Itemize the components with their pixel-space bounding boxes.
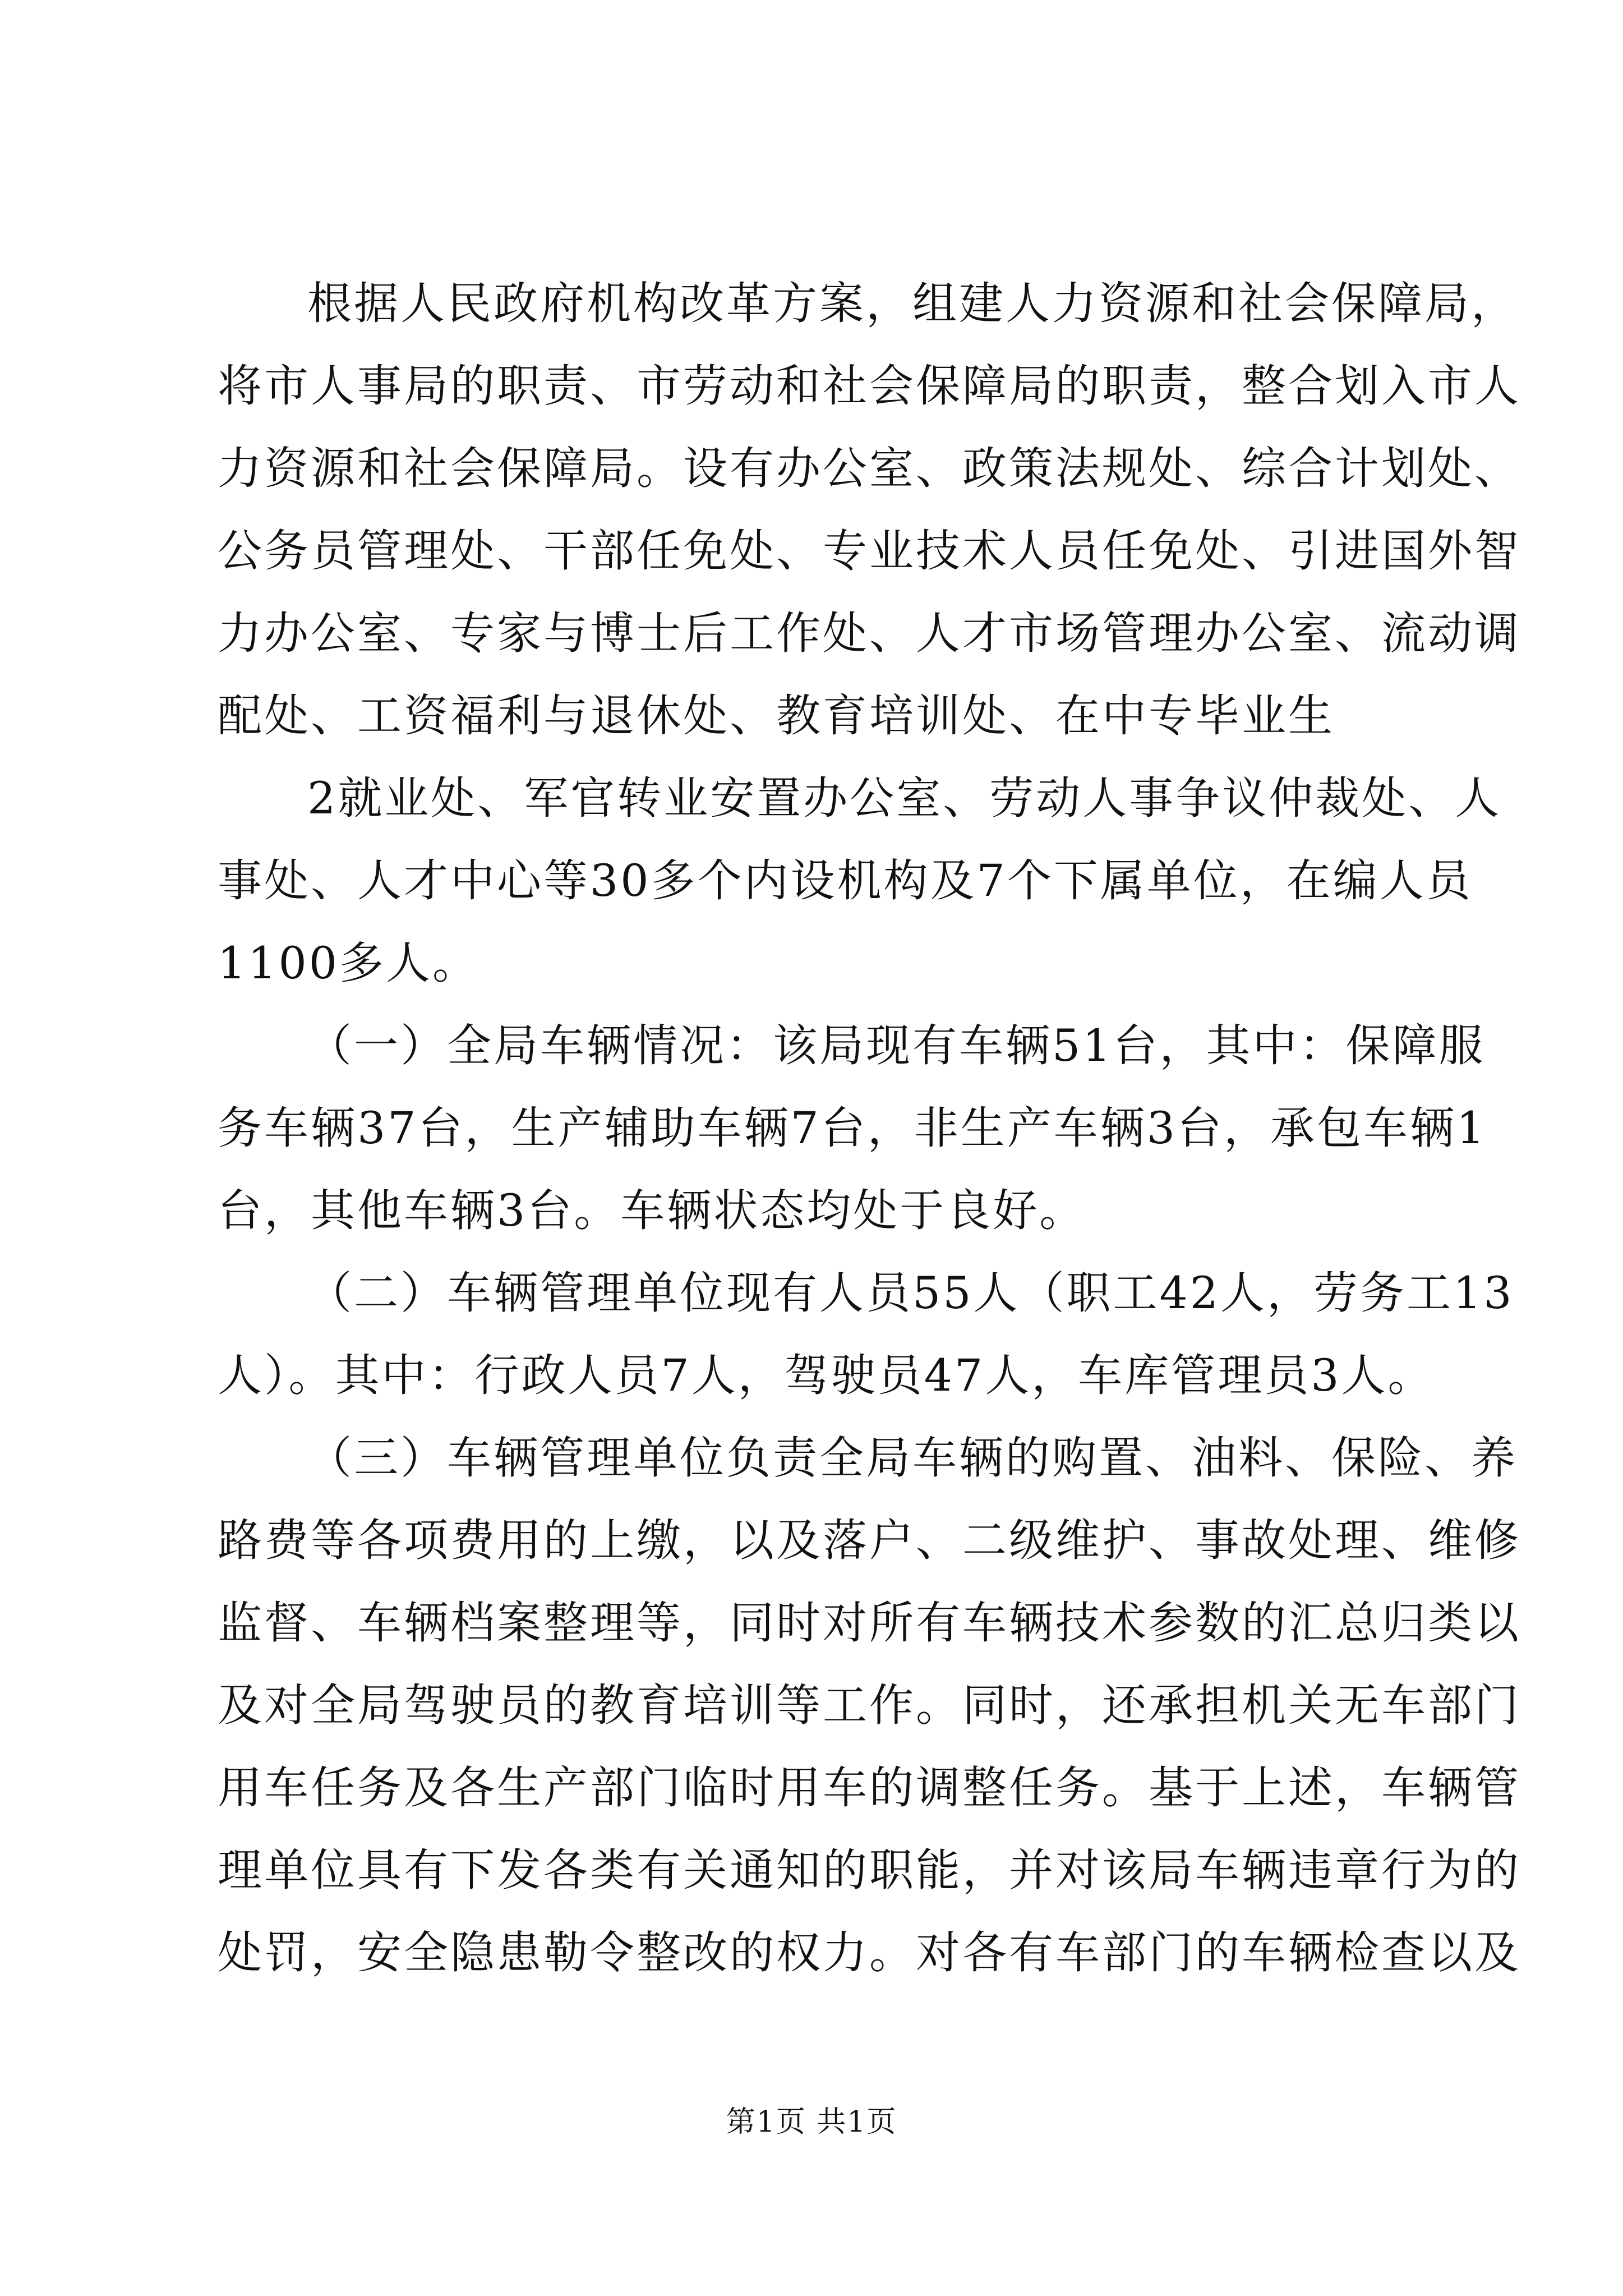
text-line: 用车任务及各生产部门临时用车的调整任务。基于上述，车辆管 [218, 1762, 1521, 1814]
text-line: 配处、工资福利与退休处、教育培训处、在中专毕业生 [218, 690, 1335, 742]
paragraph-vehicles [218, 1005, 1487, 1252]
paragraph-staff [218, 1252, 1514, 1417]
text-line: 人）。其中：行政人员7人，驾驶员47人，车库管理员3人。 [218, 1350, 1435, 1401]
text-line: （三）车辆管理单位负责全局车辆的购置、油料、保险、养 [307, 1432, 1518, 1484]
text-line: 务车辆37台，生产辅助车辆7台，非生产车辆3台，承包车辆1 [218, 1102, 1487, 1154]
text-line: 将市人事局的职责、市劳动和社会保障局的职责，整合划入市人 [218, 360, 1521, 412]
paragraph-reform [218, 263, 1521, 757]
paragraph-departments [218, 757, 1502, 1005]
text-line: 及对全局驾驶员的教育培训等工作。同时，还承担机关无车部门 [218, 1680, 1521, 1731]
text-line: 路费等各项费用的上缴，以及落户、二级维护、事故处理、维修 [218, 1515, 1521, 1566]
text-line: 处罚，安全隐患勒令整改的权力。对各有车部门的车辆检查以及 [218, 1927, 1521, 1978]
page-number: 第1页 共1页 [726, 2105, 897, 2139]
text-line: 事处、人才中心等30多个内设机构及7个下属单位，在编人员 [218, 855, 1473, 907]
text-line: （一）全局车辆情况：该局现有车辆51台，其中：保障服 [307, 1020, 1486, 1071]
body-text [218, 263, 1521, 1994]
paragraph-responsibilities [218, 1417, 1521, 1994]
text-line: 根据人民政府机构改革方案，组建人力资源和社会保障局， [307, 278, 1518, 329]
text-line: 台，其他车辆3台。车辆状态均处于良好。 [218, 1185, 1086, 1236]
page-footer [0, 2102, 1623, 2142]
text-line: 力办公室、专家与博士后工作处、人才市场管理办公室、流动调 [218, 608, 1521, 659]
text-line: 2就业处、军官转业安置办公室、劳动人事争议仲裁处、人 [307, 772, 1502, 824]
text-line: 理单位具有下发各类有关通知的职能，并对该局车辆违章行为的 [218, 1844, 1521, 1896]
text-line: 监督、车辆档案整理等，同时对所有车辆技术参数的汇总归类以 [218, 1597, 1521, 1649]
text-line: （二）车辆管理单位现有人员55人（职工42人，劳务工13 [307, 1267, 1514, 1319]
text-line: 1100多人。 [218, 937, 479, 989]
text-line: 力资源和社会保障局。设有办公室、政策法规处、综合计划处、 [218, 443, 1521, 494]
text-line: 公务员管理处、干部任免处、专业技术人员任免处、引进国外智 [218, 525, 1521, 577]
